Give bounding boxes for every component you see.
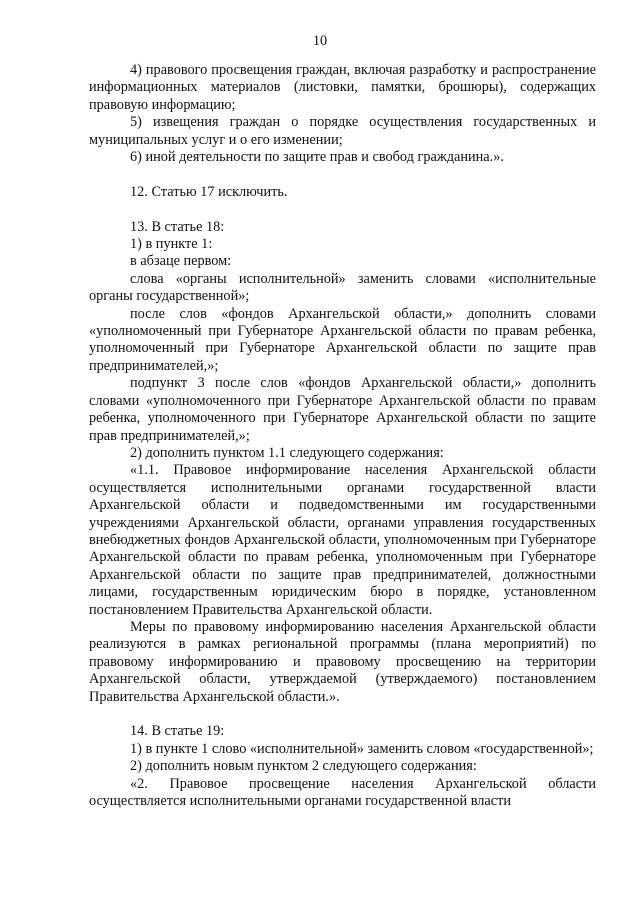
paragraph-point-1-1: «1.1. Правовое информирование населения Архангельской области осуществляется исполнительными органами государственной власти Архангельской области и подведомственными им государственными учреждениями Архангельской области, органами управления государственных внебюджетных фондов Архангельской области, уполномоченным при Губернаторе Архангельской области по правам ребенка, уполномоченным при Губернаторе Архангельской области по защите прав предпринимателей, должностными лицами, государственным юридическим бюро в порядке, установленном постановлением Правительства Архангельской области. — [89, 462, 596, 618]
spacer — [89, 166, 596, 183]
page-number: 10 — [312, 33, 328, 49]
document-body — [89, 62, 596, 810]
paragraph-point-2: 2) дополнить пунктом 1.1 следующего содержания: — [130, 444, 444, 461]
paragraph-section-12: 12. Статью 17 исключить. — [130, 183, 288, 200]
paragraph-item-4: 4) правового просвещения граждан, включая разработку и распространение информационных материалов (листовки, памятки, брошюры), содержащих правовую информацию; — [89, 62, 596, 113]
spacer — [89, 201, 596, 218]
paragraph-item-6: 6) иной деятельности по защите прав и свобод гражданина.». — [130, 149, 504, 166]
paragraph-first-abzac: в абзаце первом: — [130, 253, 232, 270]
paragraph-replace-words: слова «органы исполнительной» заменить словами «исполнительные органы государственной»; — [89, 270, 596, 305]
paragraph-add-words: после слов «фондов Архангельской области,» дополнить словами «уполномоченный при Губернаторе Архангельской области по правам ребенка, уполномоченный при Губернаторе Архангельской области по защите прав предпринимателей,»; — [89, 305, 596, 374]
paragraph-section-14: 14. В статье 19: — [130, 723, 225, 740]
paragraph-item-5: 5) извещения граждан о порядке осуществления государственных и муниципальных услуг и о его изменении; — [89, 114, 596, 148]
paragraph-s19-new-point-2: «2. Правовое просвещение населения Архангельской области осуществляется исполнительными органами государственной власти — [89, 775, 596, 810]
spacer — [89, 706, 596, 723]
paragraph-point-1: 1) в пункте 1: — [130, 236, 213, 253]
paragraph-s19-point-1: 1) в пункте 1 слово «исполнительной» заменить словом «государственной»; — [130, 740, 594, 757]
paragraph-subpoint-3: подпункт 3 после слов «фондов Архангельской области,» дополнить словами «уполномоченного при Губернаторе Архангельской области по правам ребенка, уполномоченного при Губернаторе Архангельской области по защите прав предпринимателей,»; — [89, 375, 596, 444]
paragraph-s19-point-2: 2) дополнить новым пунктом 2 следующего содержания: — [130, 758, 477, 775]
paragraph-measures: Меры по правовому информированию населения Архангельской области реализуются в рамках региональной программы (плана мероприятий) по правовому информированию и правовому просвещению на территории Архангельской области, утверждаемой (утверждаемого) постановлением Правительства Архангельской области.». — [89, 618, 596, 705]
paragraph-section-13: 13. В статье 18: — [130, 218, 225, 235]
